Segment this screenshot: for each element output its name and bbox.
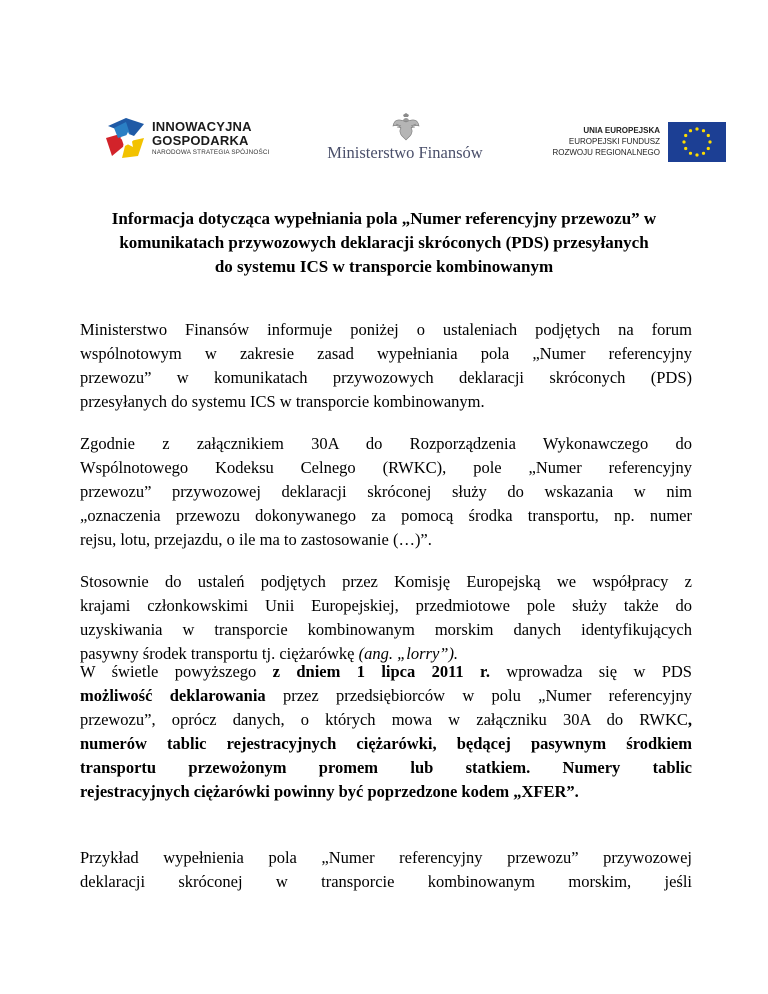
unia-europejska-logo xyxy=(538,122,728,166)
bold-line: transportu przewożonym promem lub statkiem. Numery tablic xyxy=(80,758,692,777)
text-line: Stosownie do ustaleń podjętych przez Komisję Europejską we współpracy z xyxy=(80,572,692,591)
polish-eagle-icon xyxy=(392,112,420,142)
ministerstwo-finansow-logo xyxy=(320,112,490,162)
text-fragment: pasywny środek transportu tj. ciężarówkę xyxy=(80,644,359,663)
paragraph-xfer xyxy=(80,660,692,804)
text-fragment: W świetle powyższego xyxy=(80,662,273,681)
text-line: „oznaczenia przewozu dokonywanego za pomocą środka transportu, np. numer xyxy=(80,506,692,525)
text-line: Wspólnotowego Kodeksu Celnego (RWKC), pole „Numer referencyjny xyxy=(80,458,692,477)
text-line: wspólnotowym w zakresie zasad wypełniania pola „Numer referencyjny xyxy=(80,344,692,363)
text-fragment: przewozu”, oprócz danych, o których mowa w załączniku 30A do RWKC xyxy=(80,710,688,729)
paragraph-rwkc xyxy=(80,432,692,552)
text-line: Zgodnie z załącznikiem 30A do Rozporządzenia Wykonawczego do xyxy=(80,434,692,453)
innovation-star-icon xyxy=(104,116,148,160)
text-line: Przykład wypełnienia pola „Numer referencyjny przewozu” przywozowej xyxy=(80,848,692,867)
bold-date: z dniem 1 lipca 2011 r. xyxy=(272,662,490,681)
innowacyjna-gospodarka-logo xyxy=(104,116,294,164)
italic-note: (ang. „lorry”). xyxy=(358,644,459,663)
text-line: deklaracji skróconej w transporcie kombinowanym morskim, jeśli xyxy=(80,872,692,891)
document-title xyxy=(72,207,696,279)
text-fragment: wprowadza się w PDS xyxy=(489,662,692,681)
paragraph-example xyxy=(80,846,692,894)
text-line: przesyłanych do systemu ICS w transporcie kombinowanym. xyxy=(80,392,485,411)
eu-line-rozwoju: ROZWOJU REGIONALNEGO xyxy=(552,148,660,157)
text-line: przewozu” przywozowej deklaracji skróconej służy do wskazania w nim xyxy=(80,482,692,501)
text-line xyxy=(80,684,692,708)
paragraph-komisja xyxy=(80,570,692,666)
text-line: przewozu” w komunikatach przywozowych deklaracji skróconych (PDS) xyxy=(80,368,692,387)
eu-line-fundusz: EUROPEJSKI FUNDUSZ xyxy=(568,137,660,146)
paragraph-intro xyxy=(80,318,692,414)
text-line: uzyskiwania w transporcie kombinowanym morskim danych identyfikujących xyxy=(80,620,692,639)
ministry-name: Ministerstwo Finansów xyxy=(327,143,483,162)
title-line: do systemu ICS w transporcie kombinowanym xyxy=(214,257,554,276)
bold-comma: , xyxy=(687,710,692,729)
logo-line-innowacyjna: INNOWACYJNA xyxy=(152,119,252,134)
text-fragment: przez przedsiębiorców w polu „Numer referencyjny xyxy=(265,686,692,705)
eu-line-unia: UNIA EUROPEJSKA xyxy=(583,126,660,135)
text-line: krajami członkowskimi Unii Europejskiej, przedmiotowe pole służy także do xyxy=(80,596,692,615)
eu-flag-icon xyxy=(668,122,726,162)
text-line xyxy=(80,660,692,684)
text-line xyxy=(80,708,692,732)
title-line: Informacja dotycząca wypełniania pola „Numer referencyjny przewozu” w xyxy=(111,209,657,228)
text-line: Ministerstwo Finansów informuje poniżej o ustaleniach podjętych na forum xyxy=(80,320,692,339)
bold-phrase: możliwość deklarowania xyxy=(80,686,266,705)
bold-line: numerów tablic rejestracyjnych ciężarówki, będącej pasywnym środkiem xyxy=(80,734,692,753)
bold-line: rejestracyjnych ciężarówki powinny być poprzedzone kodem „XFER”. xyxy=(80,782,579,801)
logo-line-gospodarka: GOSPODARKA xyxy=(152,133,249,148)
logo-line-strategia: NARODOWA STRATEGIA SPÓJNOŚCI xyxy=(152,149,270,156)
text-line: rejsu, lotu, przejazdu, o ile ma to zastosowanie (…)”. xyxy=(80,530,432,549)
title-line: komunikatach przywozowych deklaracji skróconych (PDS) przesyłanych xyxy=(119,233,649,252)
